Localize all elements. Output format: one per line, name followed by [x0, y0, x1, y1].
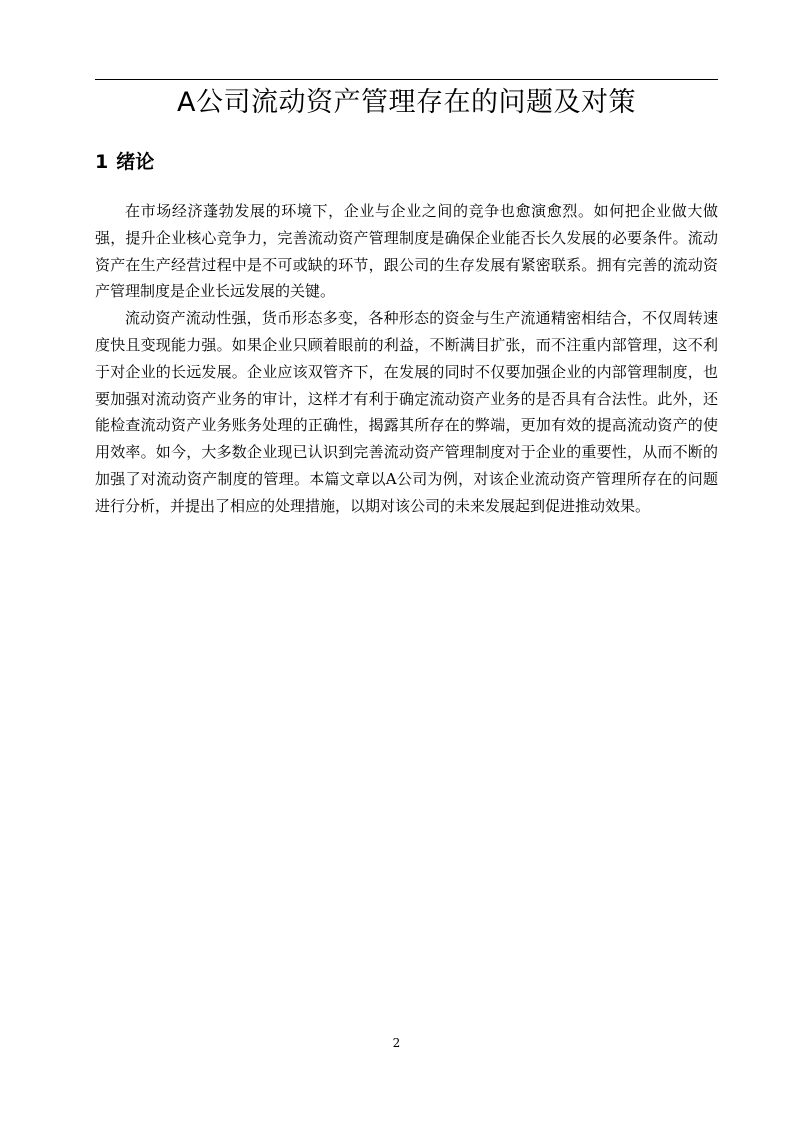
section-number: 1	[95, 151, 109, 173]
paragraph-2: 流动资产流动性强，货币形态多变，各种形态的资金与生产流通精密相结合，不仅周转速度快且变现能力强。如果企业只顾着眼前的利益，不断满目扩张，而不注重内部管理，这不利于对企业的长远发展。企业应该双管齐下，在发展的同时不仅要加强企业的内部管理制度，也要加强对流动资产业务的审计，这样才有利于确定流动资产业务的是否具有合法性。此外，还能检查流动资产业务账务处理的正确性，揭露其所存在的弊端，更加有效的提高流动资产的使用效率。如今，大多数企业现已认识到完善流动资产管理制度对于企业的重要性，从而不断的加强了对流动资产制度的管理。本篇文章以A公司为例，对该企业流动资产管理所存在的问题进行分析，并提出了相应的处理措施，以期对该公司的未来发展起到促进推动效果。	[95, 309, 718, 515]
document-title: A公司流动资产管理存在的问题及对策	[177, 87, 636, 118]
paragraph-1: 在市场经济蓬勃发展的环境下，企业与企业之间的竞争也愈演愈烈。如何把企业做大做强，提升企业核心竞争力，完善流动资产管理制度是确保企业能否长久发展的必要条件。流动资产在生产经营过程中是不可或缺的环节，跟公司的生存发展有紧密联系。拥有完善的流动资产管理制度是企业长远发展的关键。	[95, 202, 718, 301]
header-rule	[95, 79, 718, 80]
body-text	[95, 198, 718, 520]
page-number: 2	[392, 1036, 401, 1050]
section-heading	[95, 148, 154, 176]
section-title: 绪论	[116, 151, 155, 173]
